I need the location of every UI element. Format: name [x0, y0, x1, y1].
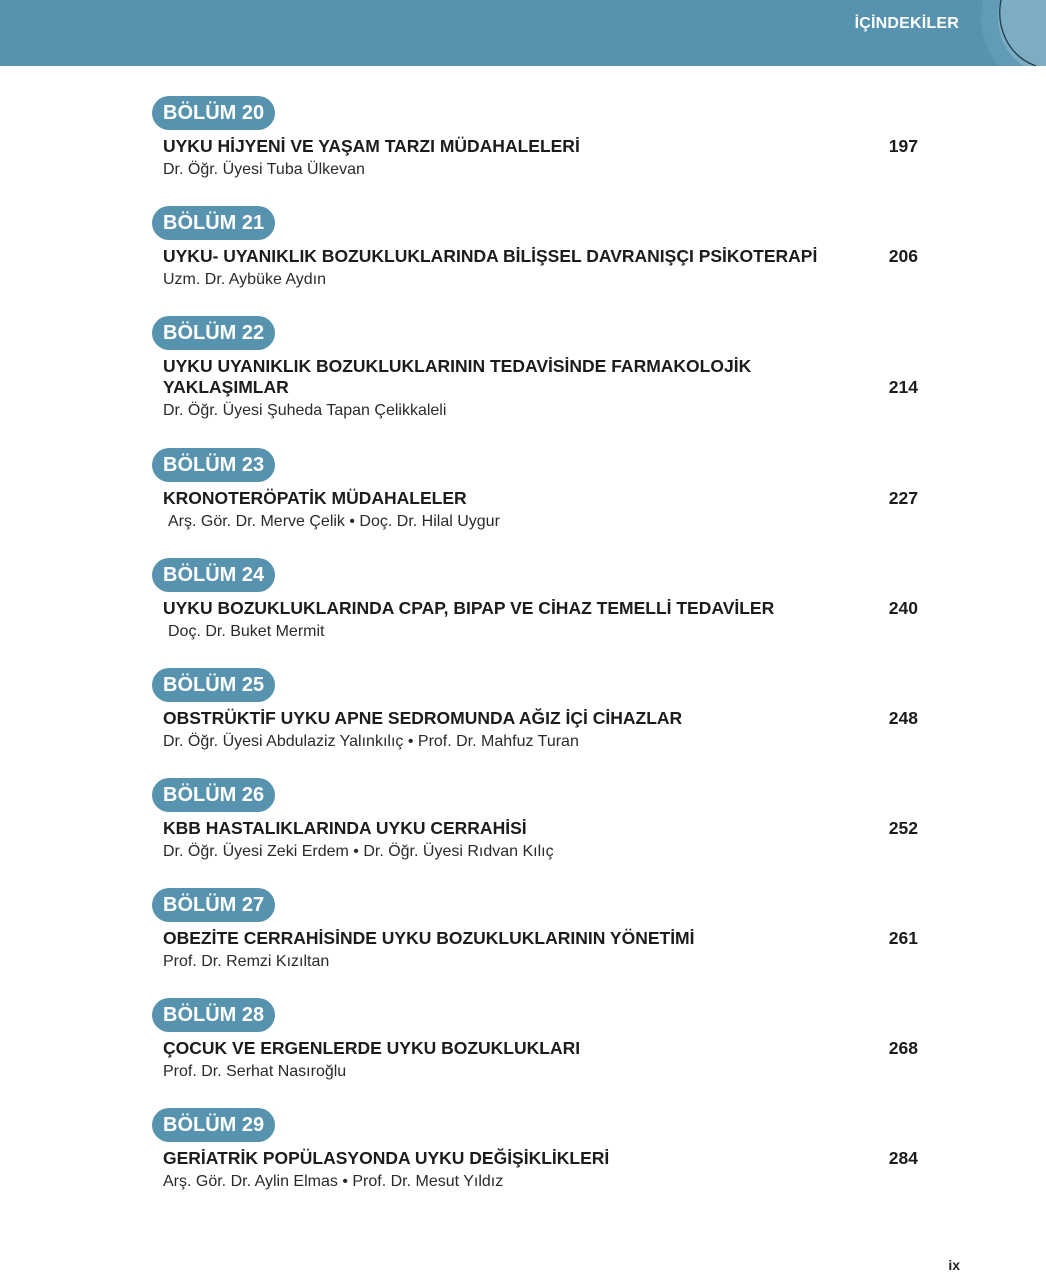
page-number: 240: [888, 598, 918, 618]
chapter-label: BÖLÜM 25: [152, 668, 275, 702]
chapter-label: BÖLÜM 28: [152, 998, 275, 1032]
chapter-title: UYKU UYANIKLIK BOZUKLUKLARININ TEDAVİSİNDE FARMAKOLOJİK YAKLAŞIMLAR: [163, 356, 752, 397]
chapter-title: OBEZİTE CERRAHİSİNDE UYKU BOZUKLUKLARININ YÖNETİMİ: [163, 928, 695, 948]
page-number: 252: [888, 818, 918, 838]
chapter-authors: Doç. Dr. Buket Mermit: [168, 623, 325, 640]
chapter-authors: Prof. Dr. Remzi Kızıltan: [163, 953, 330, 970]
toc-entry-29[interactable]: [152, 1108, 932, 1218]
page-number: 206: [888, 246, 918, 266]
toc-entry-24[interactable]: [152, 558, 932, 668]
chapter-title: OBSTRÜKTİF UYKU APNE SEDROMUNDA AĞIZ İÇİ CİHAZLAR: [163, 708, 683, 728]
chapter-title: UYKU- UYANIKLIK BOZUKLUKLARINDA BİLİŞSEL DAVRANIŞÇI PSİKOTERAPİ: [163, 246, 818, 266]
chapter-authors: Arş. Gör. Dr. Aylin Elmas • Prof. Dr. Mesut Yıldız: [163, 1173, 504, 1190]
page-number: 197: [888, 136, 918, 156]
chapter-label: BÖLÜM 24: [152, 558, 275, 592]
header-bar: [0, 0, 1046, 66]
table-of-contents: [152, 96, 932, 1218]
chapter-authors: Prof. Dr. Serhat Nasıroğlu: [163, 1063, 347, 1080]
toc-entry-21[interactable]: [152, 206, 932, 316]
chapter-title: KRONOTERÖPATİK MÜDAHALELER: [163, 488, 467, 508]
chapter-title: UYKU HİJYENİ VE YAŞAM TARZI MÜDAHALELERİ: [163, 136, 580, 156]
page-number: 227: [888, 488, 918, 508]
page-number: 284: [888, 1148, 918, 1168]
chapter-label: BÖLÜM 21: [152, 206, 275, 240]
chapter-title: ÇOCUK VE ERGENLERDE UYKU BOZUKLUKLARI: [163, 1038, 581, 1058]
chapter-label: BÖLÜM 27: [152, 888, 275, 922]
toc-entry-27[interactable]: [152, 888, 932, 998]
chapter-authors: Dr. Öğr. Üyesi Şuheda Tapan Çelikkaleli: [163, 402, 447, 419]
chapter-label: BÖLÜM 20: [152, 96, 275, 130]
chapter-authors: Dr. Öğr. Üyesi Zeki Erdem • Dr. Öğr. Üyesi Rıdvan Kılıç: [163, 843, 554, 860]
chapter-authors: Uzm. Dr. Aybüke Aydın: [163, 271, 327, 288]
chapter-title: UYKU BOZUKLUKLARINDA CPAP, BIPAP VE CİHAZ TEMELLİ TEDAVİLER: [163, 598, 775, 618]
chapter-label: BÖLÜM 26: [152, 778, 275, 812]
chapter-label: BÖLÜM 23: [152, 448, 275, 482]
page-number: 261: [888, 928, 918, 948]
toc-entry-28[interactable]: [152, 998, 932, 1108]
page-number: 268: [888, 1038, 918, 1058]
page-number: 248: [888, 708, 918, 728]
chapter-authors: Dr. Öğr. Üyesi Abdulaziz Yalınkılıç • Prof. Dr. Mahfuz Turan: [163, 733, 579, 750]
chapter-label: BÖLÜM 22: [152, 316, 275, 350]
toc-entry-26[interactable]: [152, 778, 932, 888]
toc-entry-22[interactable]: [152, 316, 932, 448]
toc-entry-23[interactable]: [152, 448, 932, 558]
page-number: 214: [888, 377, 918, 397]
toc-entry-20[interactable]: [152, 96, 932, 206]
header-decoration: [956, 0, 1046, 66]
toc-entry-25[interactable]: [152, 668, 932, 778]
chapter-authors: Arş. Gör. Dr. Merve Çelik • Doç. Dr. Hilal Uygur: [168, 513, 500, 530]
chapter-authors: Dr. Öğr. Üyesi Tuba Ülkevan: [163, 161, 365, 178]
chapter-title: GERİATRİK POPÜLASYONDA UYKU DEĞİŞİKLİKLERİ: [163, 1148, 610, 1168]
footer-page-number: ix: [948, 1257, 960, 1273]
section-title: İÇİNDEKİLER: [854, 15, 959, 32]
chapter-title: KBB HASTALIKLARINDA UYKU CERRAHİSİ: [163, 818, 527, 838]
chapter-label: BÖLÜM 29: [152, 1108, 275, 1142]
